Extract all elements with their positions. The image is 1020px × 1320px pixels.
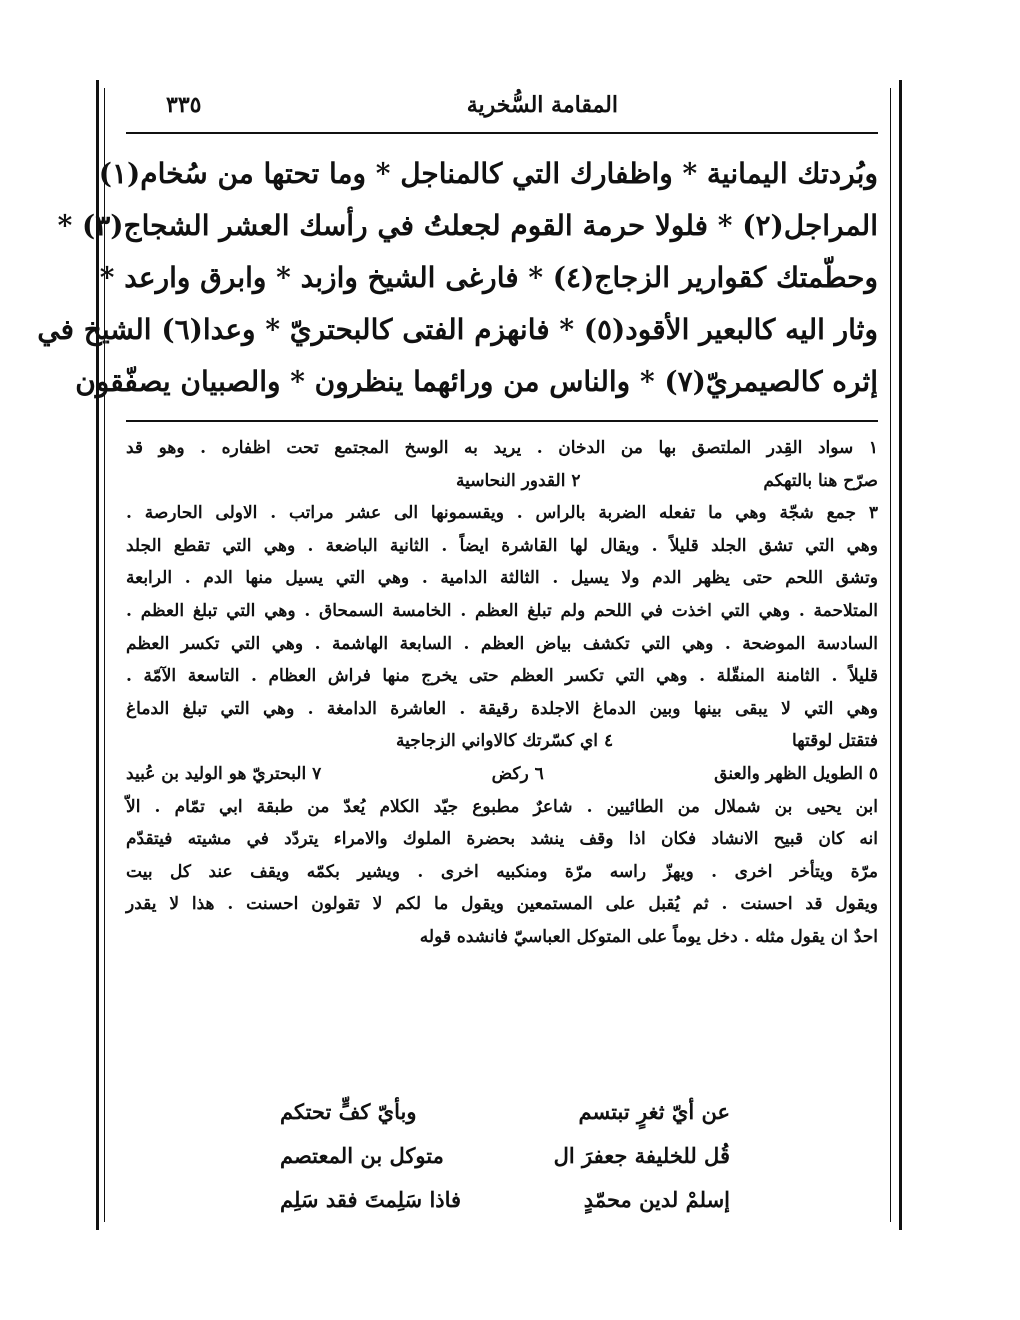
page-number: ٣٣٥ [166,92,202,118]
poem-verse [280,1178,730,1222]
footnotes [126,432,878,954]
hemistich-left: متوكل بن المعتصم [280,1143,444,1168]
footnote-line: المتلاحمة . وهي التي اخذت في اللحم ولم تبلغ العظم . الخامسة السمحاق . وهي التي تبلغ العظم . [126,600,878,621]
hemistich-right: قُل للخليفة جعفرَ ال [553,1143,730,1168]
footnote-7: ٧ البحتريّ هو الوليد بن عُبيد [126,763,322,784]
footnote-text: صرّح هنا بالتهكم [763,470,878,491]
hemistich-right: عن أيّ ثغرٍ تبتسم [578,1099,730,1124]
poem [280,1090,730,1222]
main-line: وثار اليه كالبعير الأقود(٥) * فانهزم الفتى كالبحتريّ * وعدا(٦) الشيخ في [37,313,878,346]
footnote-line: مرّة ويتأخر اخرى . ويهزّ راسه مرّة ومنكبيه اخرى . ويشير بكمّه ويقف عند كل بيت [126,861,878,882]
footnote-line: وهي التي تشق الجلد قليلاً . ويقال لها القاشرة ايضاً . الثانية الباضعة . وهي التي تقطع الجلد [126,535,878,556]
inner-rule-right [890,88,891,1222]
footnote-line: السادسة الموضحة . وهي التي تكشف بياض العظم . السابعة الهاشمة . وهي التي تكسر العظم [126,633,878,654]
main-line: المراجل(٢) * فلولا حرمة القوم لجعلتُ في رأسك العشر الشجاج(٣) * [57,209,878,242]
footnote-line [126,725,878,758]
footnote-line: ابن يحيى بن شملال من الطائيين . شاعرٌ مطبوع جيّد الكلام يُعدّ من طبقة ابي تمّام . الاّ [126,796,878,817]
footnote-line: انه كان قبيح الانشاد فكان اذا وقف ينشد بحضرة الملوك والامراء يتردّد في مشيته فيتقدّم [126,829,878,850]
footnote-6: ٦ ركض [491,763,544,784]
hemistich-right: إسلمْ لدين محمّدٍ [583,1187,730,1212]
main-text [37,148,878,408]
footnote-text: فتقتل لوقتها [791,731,878,752]
header-rule [126,132,878,134]
page-header [126,90,878,122]
footnote-rule [126,420,878,422]
footnote-line [126,465,878,498]
hemistich-left: وبأيّ كفٍّ تحتكم [280,1099,417,1124]
main-line: وبُردتك اليمانية * واظفارك التي كالمناجل * وما تحتها من سُخام(١) [98,157,878,190]
footnote-5: ٥ الطويل الظهر والعنق [714,763,878,784]
footnote-4: ٤ اي كسّرتك كالاواني الزجاجية [396,731,614,752]
footnote-line: قليلاً . الثامنة المنقّلة . وهي التي تكسر العظم حتى يخرج منها فراش العظام . التاسعة الآمّة . [126,666,878,687]
running-title: المقامة السُّخرية [466,92,618,118]
footnote-line: ويقول قد احسنت . ثم يُقبل على المستمعين ويقول ما لكم لا تقولون احسنت . هذا لا يقدر [126,894,878,915]
main-line: إثره كالصيمريّ(٧) * والناس من ورائهما ينظرون * والصبيان يصفّقون [75,365,878,398]
footnote-line: ١ سواد القِدر الملتصق بها من الدخان . يريد به الوسخ المجتمع تحت اظفاره . وهو قد [126,438,878,458]
footnote-line: وهي التي لا يبقى بينها وبين الدماغ الاجلدة رقيقة . العاشرة الدامغة . وهي التي تبلغ الدماغ [126,698,878,719]
footnote-line: ٣ جمع شجّة وهي ما تفعله الضربة بالراس . ويقسمونها الى عشر مراتب . الاولى الحارصة . [126,503,878,524]
footnote-2: ٢ القدور النحاسية [456,470,581,491]
hemistich-left: فاذا سَلِمتَ فقد سَلِم [280,1187,462,1212]
footnote-line: وتشق اللحم حتى يظهر الدم ولا يسيل . الثالثة الدامية . وهي التي يسيل منها الدم . الرابعة [126,568,878,589]
main-line: وحطّمتك كقوارير الزجاج(٤) * فارغى الشيخ وازبد * وابرق وارعد * [99,261,878,294]
footnote-line [126,758,878,791]
poem-verse [280,1090,730,1134]
poem-verse [280,1134,730,1178]
footnote-line: احدٌ ان يقول مثله . دخل يوماً على المتوكل العباسيّ فانشده قوله [419,926,878,947]
